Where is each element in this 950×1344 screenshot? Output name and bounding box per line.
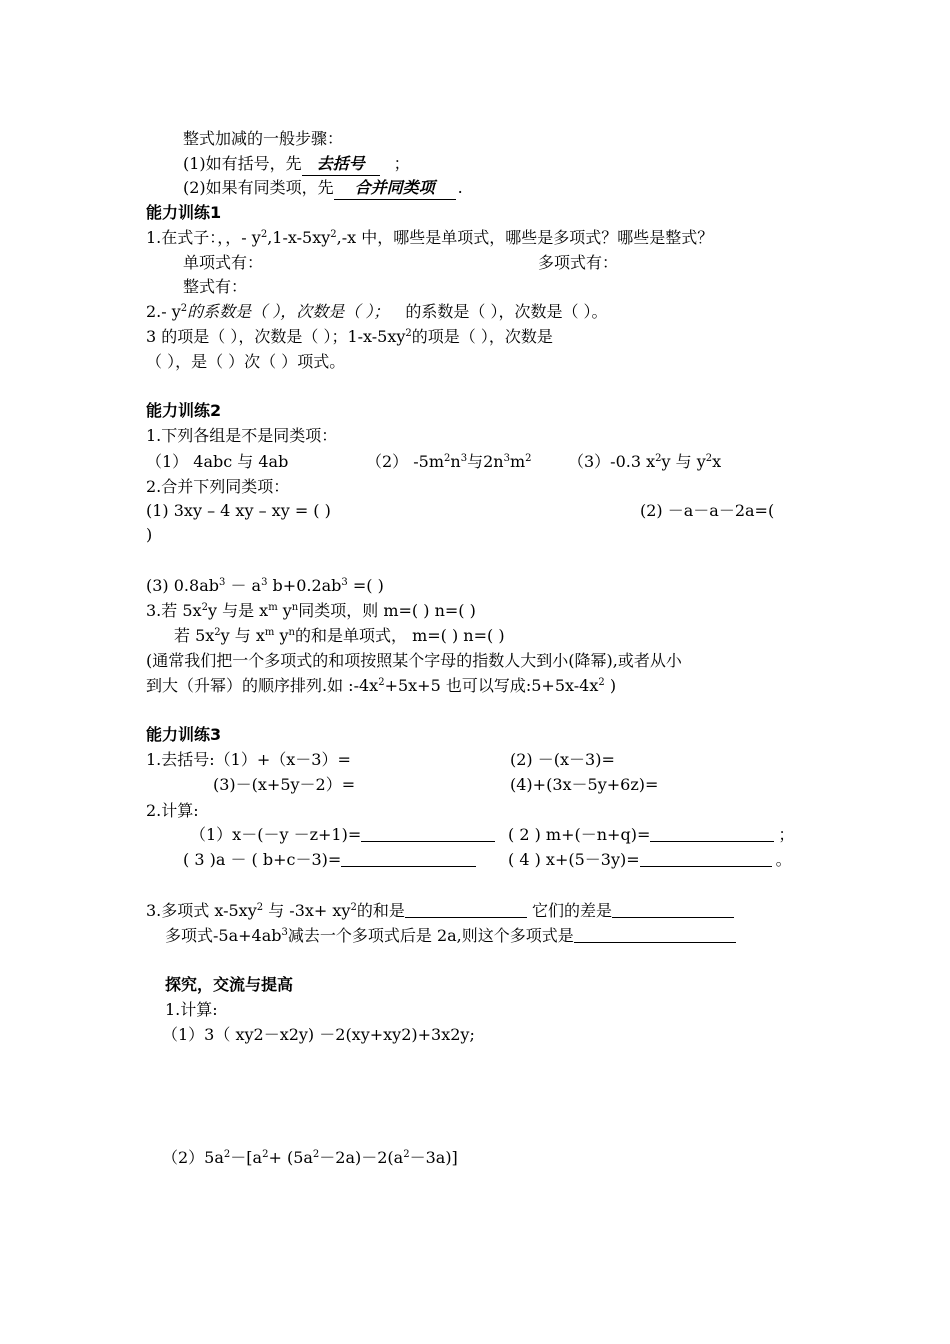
answer-blank[interactable] [574, 926, 736, 943]
t3-q1-item-2: (2) －(x－3)= [510, 750, 615, 769]
t2-note-line-1: (通常我们把一个多项式的和项按照某个字母的指数人大到小(降幂),或者从小 [146, 651, 682, 670]
t1-monomial-label: 单项式有： [183, 253, 264, 272]
answer-blank[interactable] [640, 850, 772, 867]
t3-q1-item-3: (3)－(x+5y－2）= [213, 775, 356, 794]
t1-question-2: 2.- $y^2$的系数是（ ），次数是（ ）； 的系数是（ ），次数是（ ）。 [146, 302, 608, 321]
t3-q1-item-1: 1.去括号:（1）+（x－3）= [146, 750, 351, 769]
answer-blank[interactable] [405, 901, 527, 918]
answer-blank[interactable] [361, 825, 495, 842]
step-1: (1)如有括号，先 去括号 ； [183, 153, 410, 176]
t1-polynomial-label: 多项式有： [538, 253, 619, 272]
t1-question-3-cont: （ ），是（ ）次（ ）项式。 [146, 352, 346, 371]
t4-question-1: 1.计算: [165, 1000, 218, 1019]
step-2: (2)如果有同类项，先 合并同类项 . [183, 177, 463, 200]
t2-question-3b: 若 $5x^2y$ 与 $x^m$ $y^n$的和是单项式， m=( ) n=( ) [174, 626, 505, 645]
answer-blank[interactable] [341, 850, 476, 867]
t2-question-1: 1.下列各组是不是同类项： [146, 426, 338, 445]
t1-question-3: 3 的项是（ ），次数是（ ）；$1-x-5xy^2$的项是（ ），次数是 [146, 327, 553, 346]
section-heading-2: 能力训练2 [146, 401, 222, 420]
t3-q1-item-4: (4)+(3x－5y+6z)= [510, 775, 659, 794]
t2-q2-item-2: (2) －a－a－2a=( [640, 501, 775, 520]
t3-q2-item-3: ( 3 )a － ( b+c－3)= [183, 849, 476, 871]
t2-q1-item-1: （1） 4abc 与 4ab [146, 452, 289, 471]
t2-question-3: 3.若 $5x^2y$ 与是 $x^m$ $y^n$同类项，则 m=( ) n=( ) [146, 601, 476, 620]
section-heading-4: 探究，交流与提高 [165, 975, 294, 994]
t2-q2-item-1: (1) 3xy – 4 xy – xy = ( ) [146, 501, 331, 520]
t3-q2-item-1: （1）x－(－y －z+1)= [190, 824, 495, 846]
t3-q2-item-4: ( 4 ) x+(5－3y)= 。 [508, 850, 792, 869]
steps-title: 整式加减的一般步骤： [183, 129, 344, 148]
step-1-fill: 去括号 [302, 153, 380, 176]
answer-blank[interactable] [612, 901, 734, 918]
section-heading-1: 能力训练1 [146, 203, 222, 222]
step-2-fill: 合并同类项 [334, 177, 456, 200]
t3-question-3b: 多项式$-5a+4ab^3$减去一个多项式后是 2a,则这个多项式是 [165, 925, 736, 947]
t2-q2-item-2-close: ) [146, 525, 153, 544]
t3-question-3: 3.多项式 $x-5xy^2$ 与 $-3x+ xy^2$的和是 它们的差是 [146, 900, 734, 922]
t3-q2-item-2: ( 2 ) m+(－n+q)= ； [508, 825, 795, 844]
section-heading-3: 能力训练3 [146, 725, 222, 744]
t2-note-line-2: 到大（升幂）的顺序排列.如 $:-4x^2+5x+5$ 也可以写成$:5+5x-4x^2$ ) [146, 676, 617, 695]
answer-blank[interactable] [650, 825, 774, 842]
t3-question-2: 2.计算: [146, 801, 199, 820]
t2-q1-item-2: （2） $-5m^2n^3$与$2n^3m^2$ [366, 452, 532, 471]
t2-question-2: 2.合并下列同类项： [146, 477, 290, 496]
t4-q1-item-2: $(2)5a^2-[a^2+ (5a^2-2a)-2(a^2-3a)]$ [162, 1148, 458, 1167]
t2-q2-item-3: (3) $0.8ab^3 - a^3$ $b+0.2ab^3$ =( ) [146, 576, 384, 595]
t4-q1-item-1: （1）3（ xy2－x2y) －2(xy+xy2)+3x2y; [162, 1025, 475, 1044]
t1-whole-label: 整式有： [183, 277, 248, 296]
t2-q1-item-3: （3）-0.3 $x^2y$ 与 $y^2x$ [568, 452, 722, 471]
t1-question-1: 1.在式子：，，- $y^2,1-x-5xy^2,-x$ 中，哪些是单项式，哪些是多项式？哪些是整式？ [146, 228, 714, 247]
